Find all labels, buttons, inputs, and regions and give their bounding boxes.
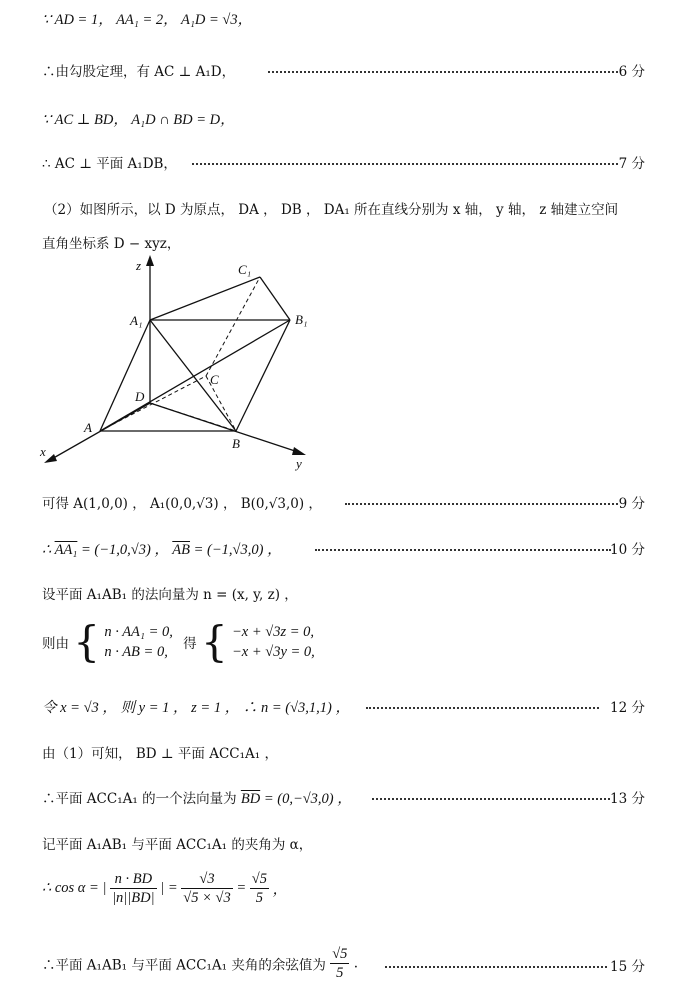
system-eq-3: −x + √3z = 0, [231, 624, 314, 640]
pythagorean-conclusion: ∴由勾股定理，有 AC ⊥ A₁D， [42, 64, 236, 80]
final-answer-suffix: . [353, 955, 358, 972]
plane-normal-vector [42, 787, 352, 808]
perpendicular-condition: ∵ AC ⊥ BD， A₁D ∩ BD = D， [42, 112, 235, 128]
point-coordinates: 可得 A(1,0,0) ， A₁(0,0,√3) ， B(0,√3,0) ， [42, 496, 322, 512]
edge-c1-b1 [260, 277, 290, 320]
cos-equals-2: = [236, 880, 250, 896]
given-lengths: ∵ AD = 1， AA₁ = 2， A₁D = √3， [42, 12, 253, 28]
final-answer [42, 945, 358, 982]
final-fraction [330, 945, 349, 982]
dot-leader [385, 966, 607, 968]
system-eq-2: n · AB = 0, [104, 644, 168, 660]
dot-leader [268, 71, 618, 73]
fraction-2 [181, 870, 232, 907]
edge-c-c1-dashed [206, 277, 260, 376]
edge-b1-b [236, 320, 290, 431]
score-13: 13 分 [610, 791, 645, 807]
edge-a-c-dashed [100, 376, 206, 431]
vector-ab-value: = (−1,√3,0) ， [190, 542, 282, 558]
system-mid: 得 [183, 636, 197, 652]
label-z: z [136, 258, 142, 273]
plane-perpendicular-conclusion: ∴ AC ⊥ 平面 A₁DB， [42, 156, 177, 172]
cos-equals: | = [160, 880, 182, 896]
edge-a1-c1 [150, 277, 260, 320]
dot-leader [345, 503, 618, 505]
plane-normal-prefix: ∴平面 ACC₁A₁ 的一个法向量为 [42, 791, 241, 807]
system-dot-products [104, 622, 173, 662]
score-12: 12 分 [610, 700, 645, 716]
vector-ab: $\overline{AB}$ [172, 542, 191, 558]
normal-vector-result: 令 x = √3 ， 则 y = 1 ， z = 1 ， ∴ n = (√3,1,1) ， [42, 700, 350, 716]
score-9: 9 分 [618, 496, 645, 512]
final-fraction-denominator: 5 [336, 965, 344, 981]
label-c1: C₁ [238, 262, 252, 277]
normal-vector-setup: 设平面 A₁AB₁ 的法向量为 n = (x, y, z) ， [42, 587, 298, 603]
dot-leader [372, 798, 610, 800]
final-answer-prefix: ∴平面 A₁AB₁ 与平面 ACC₁A₁ 夹角的余弦值为 [42, 957, 326, 974]
vector-coordinates [42, 538, 282, 559]
vector-aa1: AA₁ [54, 542, 78, 558]
edge-a-b1 [100, 320, 290, 431]
label-y: y [296, 456, 302, 471]
label-x: x [40, 444, 46, 459]
system-eq-1: n · AA₁ = 0, [104, 624, 173, 640]
fraction-3 [250, 870, 269, 907]
part-2-intro: （2）如图所示，以 D 为原点， DA ， DB ， DA₁ 所在直线分别为 x 轴， y 轴， z 轴建立空间 [44, 202, 619, 218]
solid-geometry-diagram [38, 250, 338, 475]
label-b: B [232, 436, 240, 451]
dot-leader [366, 707, 599, 709]
vector-aa1-value: = (−1,0,√3) ， [77, 542, 173, 558]
dot-leader [315, 549, 611, 551]
score-7: 7 分 [618, 156, 645, 172]
equation-system [42, 617, 315, 666]
system-prefix: 则由 [42, 636, 69, 652]
left-brace: { [200, 617, 228, 666]
score-10: 10 分 [610, 542, 645, 558]
fraction-3-denominator: 5 [255, 890, 263, 906]
left-brace: { [73, 617, 101, 666]
cosine-calculation [42, 870, 287, 907]
therefore-symbol: ∴ [42, 542, 55, 558]
coordinate-system-line: 直角坐标系 D − xyz， [42, 236, 181, 252]
fraction-1-denominator: |n||BD| [112, 890, 155, 906]
final-fraction-numerator: √5 [332, 946, 348, 962]
fraction-3-numerator: √5 [251, 871, 267, 887]
bd-perpendicular: 由（1）可知， BD ⊥ 平面 ACC₁A₁ ， [42, 746, 278, 762]
dot-leader [192, 163, 618, 165]
vector-bd: $\overline{BD}$ [240, 791, 261, 807]
cos-prefix: ∴ cos α = | [42, 880, 107, 896]
label-c: C [210, 372, 219, 387]
y-axis-arrow [292, 447, 306, 455]
fraction-2-denominator: √5 × √3 [183, 890, 231, 906]
label-d: D [135, 389, 145, 404]
system-eq-4: −x + √3y = 0, [231, 644, 315, 660]
fraction-1 [110, 870, 157, 907]
edge-a1-b [150, 320, 236, 431]
vector-bd-value: = (0,−√3,0) ， [260, 791, 352, 807]
angle-definition: 记平面 A₁AB₁ 与平面 ACC₁A₁ 的夹角为 α， [42, 837, 313, 853]
label-a: A [84, 420, 92, 435]
label-a1: A₁ [130, 313, 143, 328]
fraction-2-numerator: √3 [181, 870, 232, 889]
score-6: 6 分 [618, 64, 645, 80]
system-equations [232, 622, 315, 662]
edge-a1-a [100, 320, 150, 431]
x-axis-arrow [44, 454, 57, 463]
z-axis-arrow [146, 255, 154, 266]
cos-suffix: ， [272, 882, 288, 898]
score-15: 15 分 [610, 959, 645, 975]
label-b1: B₁ [295, 312, 308, 327]
fraction-1-numerator: n · BD [110, 870, 157, 889]
